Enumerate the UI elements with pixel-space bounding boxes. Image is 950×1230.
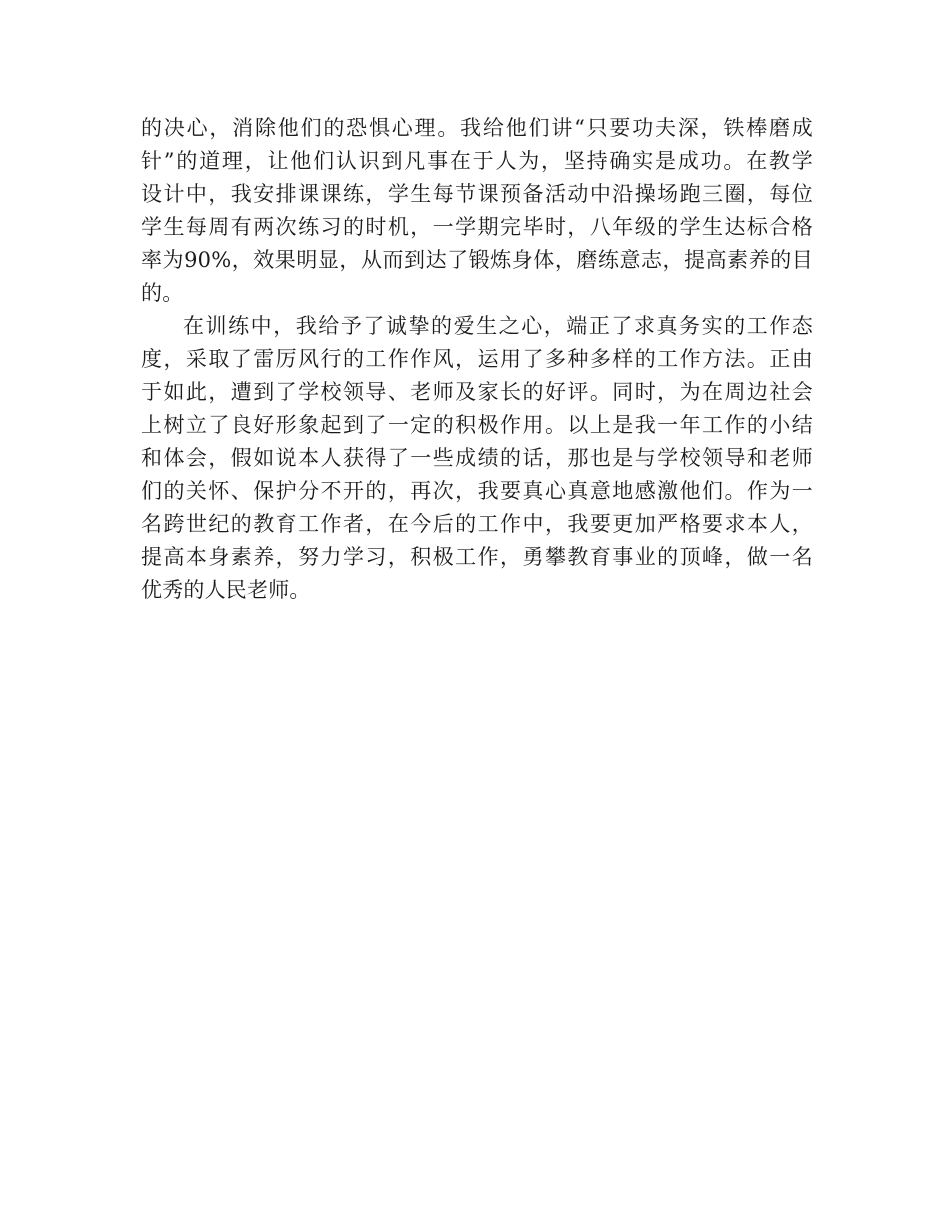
paragraph-2 [141, 310, 813, 607]
paragraph-1 [141, 112, 813, 310]
paragraph-line: 设计中，我安排课课练，学生每节课预备活动中沿操场跑三圈，每位 [141, 182, 813, 206]
paragraph-line: 上树立了良好形象起到了一定的积极作用。以上是我一年工作的小结 [141, 413, 813, 437]
paragraph-line: 名跨世纪的教育工作者，在今后的工作中，我要更加严格要求本人， [141, 512, 813, 536]
paragraph-line: 学生每周有两次练习的时机，一学期完毕时，八年级的学生达标合格 [141, 215, 813, 239]
paragraph-line: 提高本身素养，努力学习，积极工作，勇攀教育事业的顶峰，做一名 [141, 545, 813, 569]
paragraph-line: 度，采取了雷厉风行的工作作风，运用了多种多样的工作方法。正由 [141, 347, 813, 371]
document-body [141, 112, 813, 607]
paragraph-line: 优秀的人民老师。 [141, 578, 311, 602]
paragraph-line: 们的关怀、保护分不开的，再次，我要真心真意地感激他们。作为一 [141, 479, 813, 503]
paragraph-line: 于如此，遭到了学校领导、老师及家长的好评。同时，为在周边社会 [141, 380, 813, 404]
paragraph-line: 率为90%，效果明显，从而到达了锻炼身体，磨练意志，提高素养的目 [141, 248, 813, 272]
paragraph-line: 在训练中，我给予了诚挚的爱生之心，端正了求真务实的工作态 [183, 314, 813, 338]
paragraph-line: 的决心，消除他们的恐惧心理。我给他们讲“只要功夫深，铁棒磨成 [141, 116, 813, 140]
paragraph-line: 和体会，假如说本人获得了一些成绩的话，那也是与学校领导和老师 [141, 446, 813, 470]
paragraph-line: 的。 [141, 281, 184, 305]
paragraph-line: 针”的道理，让他们认识到凡事在于人为，坚持确实是成功。在教学 [141, 149, 813, 173]
